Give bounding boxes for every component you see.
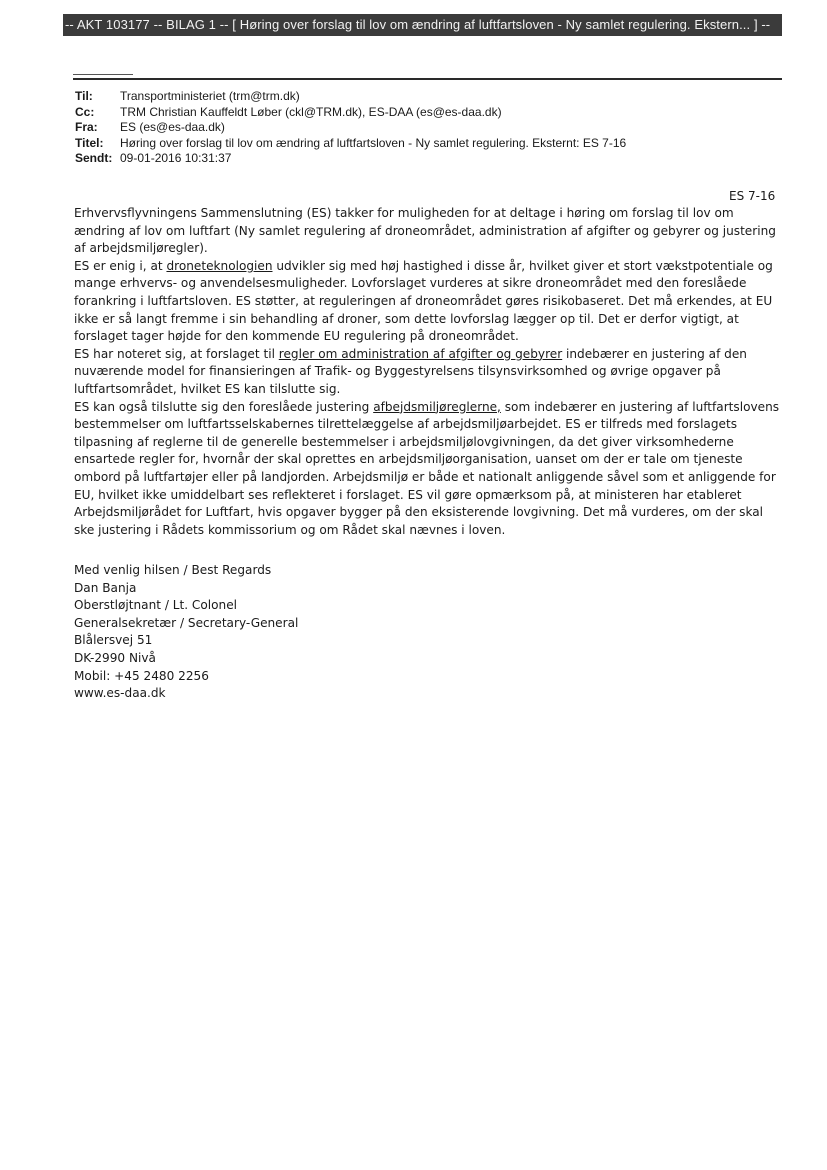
paragraph-work-rest: som indebærer en justering af luftfartslovens bestemmelser om luftfartsselskabernes tilrettelæggelse af arbejdsmiljøarbejdet. ES er tilfreds med forslagets tilpasning af reglerne til de generelle bestemmelser i arbejdsmiljølovgivningen, da det giver virksomhederne ensartede regler for, hvornår der skal oprettes en arbejdsmiljøorganisation, uanset om der er tale om tjeneste ombord på luftfartøjer eller på landjorden. Arbejdsmiljø er både et nationalt anliggende såvel som et anliggende for EU, hvilket ikke umiddelbart ses reflekteret i forslaget. ES vil gøre opmærksom på, at ministeren har etableret Arbejdsmiljørådet for Luftfart, hvis opgaver bygger på den eksisterende lovgivning. Det må vurderes, om der skal ske justering i Rådets kommissorium og om Rådet skal nævnes i loven. [74, 399, 780, 537]
paragraph-fees-rest: indebærer en justering af den nuværende model for finansieringen af Trafik- og Byggestyrelsens tilsynsvirksomhed og øvrige opgaver på luftfartsområdet, hvilket ES kan tilslutte sig. [74, 346, 747, 396]
signature-block [74, 562, 474, 703]
signature-street: Blålersvej 51 [74, 633, 153, 648]
title-label: Titel: [75, 135, 104, 150]
paragraph-drones-start: ES er enig i, at [74, 258, 167, 273]
header-row-sent [75, 151, 626, 167]
signature-position: Generalsekretær / Secretary-General [74, 615, 299, 630]
to-value: Transportministeriet (trm@trm.dk) [120, 89, 300, 103]
reference-number: ES 7-16 [729, 189, 776, 203]
underlined-fees-rules: regler om administration af afgifter og gebyrer [278, 346, 563, 361]
cc-value: TRM Christian Kauffeldt Løber (ckl@TRM.dk), ES-DAA (es@es-daa.dk) [120, 104, 502, 119]
signature-rank: Oberstløjtnant / Lt. Colonel [74, 598, 237, 613]
paragraph-work-start: ES kan også tilslutte sig den foreslåede justering [74, 399, 374, 414]
cc-label: Cc: [75, 104, 95, 119]
document-banner: -- AKT 103177 -- BILAG 1 -- [ Høring over forslag til lov om ændring af luftfartsloven - Ny samlet regulering. Ekstern... ] -- [63, 14, 782, 36]
header-row-from [75, 120, 626, 136]
signature-name: Dan Banja [74, 580, 137, 595]
signature-greeting: Med venlig hilsen / Best Regards [74, 563, 272, 577]
header-row-to [75, 89, 626, 105]
to-label: Til: [75, 89, 93, 103]
letter-body [74, 205, 786, 539]
underlined-work-rules: afbejdsmiljøreglerne, [373, 399, 501, 414]
email-header [75, 89, 626, 167]
signature-mobile: Mobil: +45 2480 2256 [74, 668, 209, 683]
from-value: ES (es@es-daa.dk) [120, 120, 225, 134]
paragraph-fees [74, 346, 786, 399]
header-rule [73, 78, 782, 80]
sent-value: 09-01-2016 10:31:37 [120, 151, 232, 165]
paragraph-intro: Erhvervsflyvningens Sammenslutning (ES) takker for muligheden for at deltage i høring om forslag til lov om ændring af lov om luftfart (Ny samlet regulering af droneområdet, administration af afgifter og gebyrer og justering af arbejdsmiljøregler). [74, 206, 776, 256]
signature-city: DK-2990 Nivå [74, 650, 156, 665]
paragraph-drones [74, 258, 786, 346]
signature-website: www.es-daa.dk [74, 686, 166, 701]
paragraph-work-environment [74, 399, 786, 540]
header-row-cc [75, 105, 626, 121]
underlined-droneteknologien: droneteknologien [166, 258, 273, 273]
header-short-rule [73, 74, 133, 75]
header-row-title [75, 136, 626, 152]
paragraph-fees-start: ES har noteret sig, at forslaget til [74, 346, 279, 361]
sent-label: Sendt: [75, 151, 113, 165]
paragraph-drones-rest: udvikler sig med høj hastighed i disse år, hvilket giver et stort vækstpotentiale og mange erhvervs- og anvendelsesmuligheder. Lovforslaget vurderes at sikre droneområdet med den foreslåede forankring i luftfartsloven. ES støtter, at reguleringen af droneområdet gøres risikobaseret. Det må erkendes, at EU ikke er så langt fremme i sin behandling af droner, som dette lovforslag lægger op til. Det er derfor vigtigt, at forslaget tager højde for den kommende EU regulering på droneområdet. [74, 258, 773, 344]
from-label: Fra: [75, 120, 98, 134]
title-value: Høring over forslag til lov om ændring af luftfartsloven - Ny samlet regulering. Eksternt: ES 7-16 [120, 135, 627, 150]
